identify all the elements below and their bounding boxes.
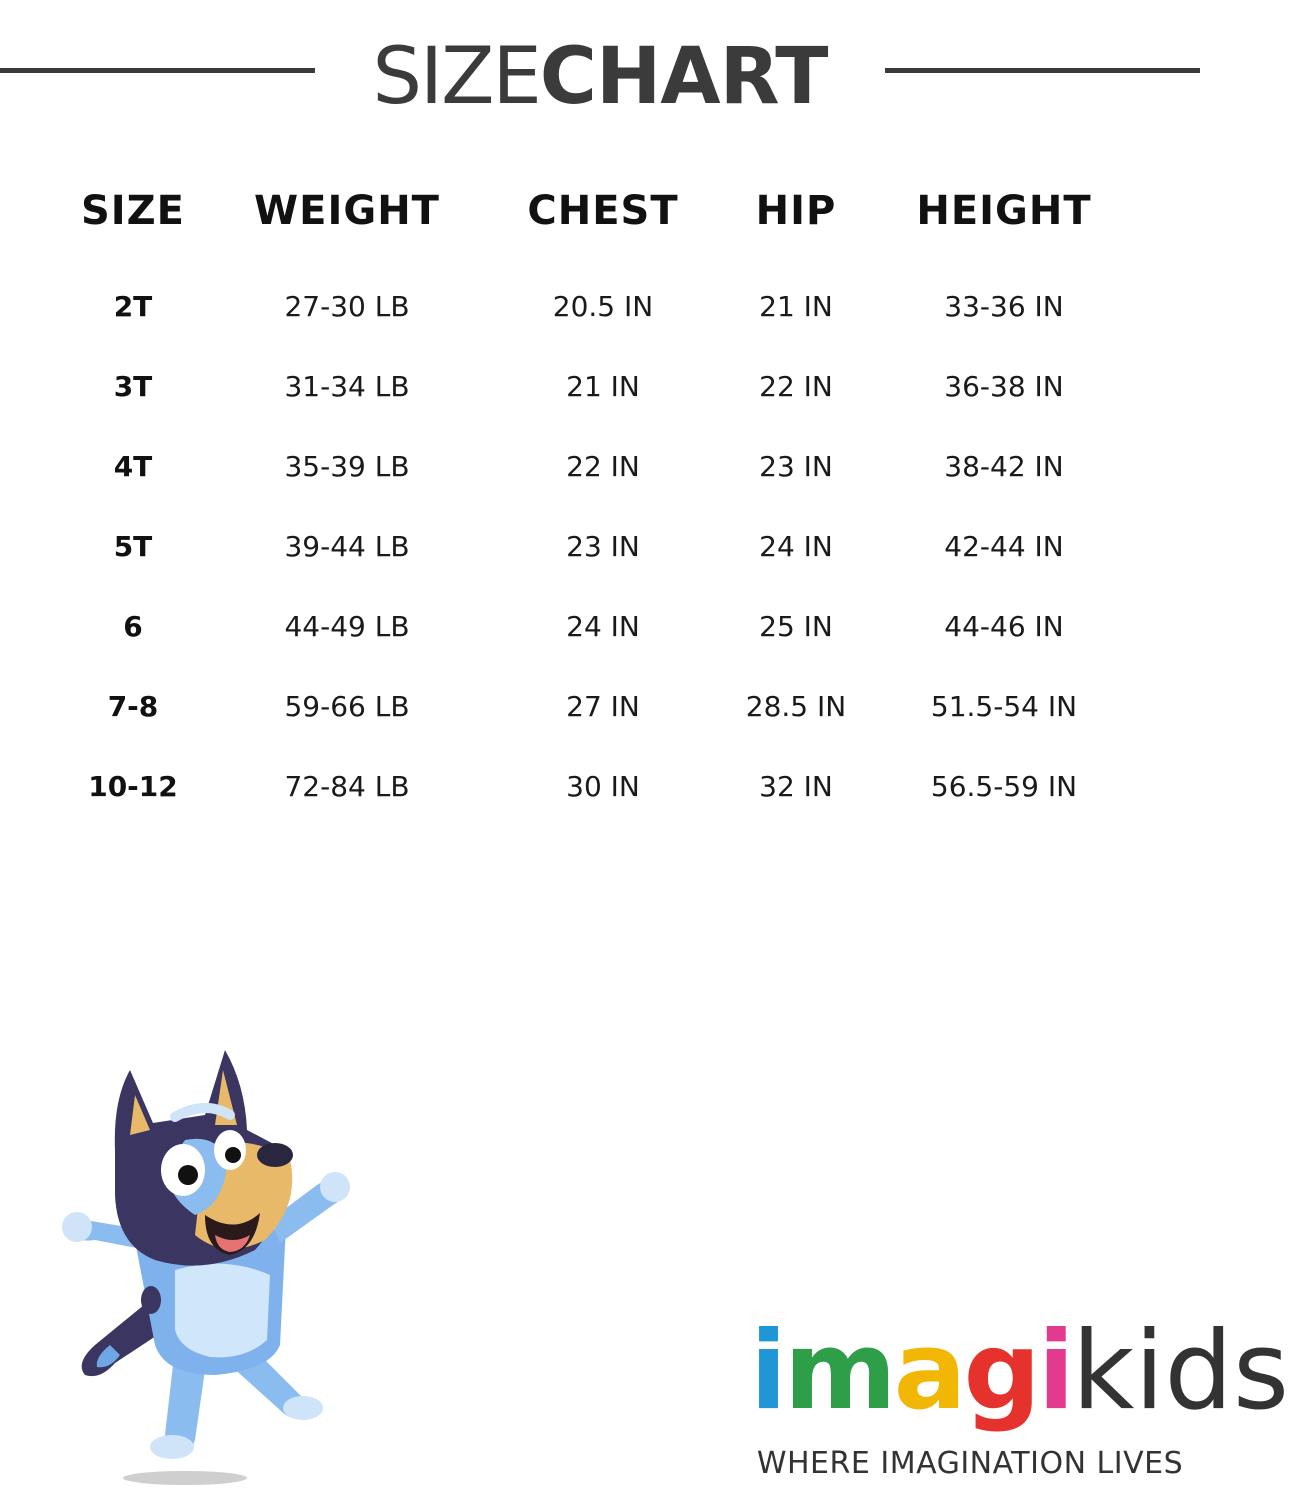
cell-hip: 28.5 IN — [745, 690, 847, 723]
cell-size: 5T — [113, 530, 153, 563]
logo-tagline: WHERE IMAGINATION LIVES — [756, 1446, 1184, 1481]
logo-suffix: kids — [1071, 1309, 1289, 1434]
logo-letter: a — [893, 1309, 964, 1434]
cell-chest: 23 IN — [566, 530, 640, 563]
cell-hip: 24 IN — [759, 530, 833, 563]
cell-height: 38-42 IN — [944, 450, 1064, 483]
header-chest: CHEST — [527, 188, 679, 234]
logo-wordmark — [750, 1309, 1289, 1434]
cell-height: 51.5-54 IN — [930, 690, 1078, 723]
cell-height: 42-44 IN — [944, 530, 1064, 563]
cell-hip: 25 IN — [759, 610, 833, 643]
cell-weight: 59-66 LB — [284, 690, 410, 723]
cell-weight: 39-44 LB — [284, 530, 410, 563]
cell-height: 44-46 IN — [944, 610, 1064, 643]
cell-weight: 27-30 LB — [284, 290, 410, 323]
cell-size: 10-12 — [88, 770, 178, 803]
page-title — [0, 32, 1200, 122]
cell-size: 3T — [113, 370, 153, 403]
header-hip: HIP — [755, 188, 837, 234]
cell-chest: 21 IN — [566, 370, 640, 403]
title-bold: CHART — [539, 32, 828, 122]
logo-letter: i — [1037, 1309, 1072, 1434]
cell-size: 7-8 — [107, 690, 159, 723]
cell-weight: 35-39 LB — [284, 450, 410, 483]
cell-height: 36-38 IN — [944, 370, 1064, 403]
cell-hip: 22 IN — [759, 370, 833, 403]
cell-weight: 72-84 LB — [284, 770, 410, 803]
cell-height: 33-36 IN — [944, 290, 1064, 323]
logo-letter: m — [784, 1309, 894, 1434]
cell-height: 56.5-59 IN — [930, 770, 1078, 803]
cell-hip: 23 IN — [759, 450, 833, 483]
cell-weight: 44-49 LB — [284, 610, 410, 643]
cell-size: 4T — [113, 450, 153, 483]
cell-hip: 21 IN — [759, 290, 833, 323]
logo-letter: g — [963, 1309, 1038, 1434]
cell-chest: 30 IN — [566, 770, 640, 803]
cell-weight: 31-34 LB — [284, 370, 410, 403]
cell-hip: 32 IN — [759, 770, 833, 803]
header-weight: WEIGHT — [254, 188, 440, 234]
header-size: SIZE — [80, 188, 186, 234]
cell-size: 2T — [113, 290, 153, 323]
title-light: SIZE — [372, 32, 540, 122]
cell-size: 6 — [123, 610, 143, 643]
puppy-illustration — [55, 1045, 360, 1490]
logo-letter: i — [750, 1309, 785, 1434]
cell-chest: 22 IN — [566, 450, 640, 483]
cell-chest: 20.5 IN — [552, 290, 654, 323]
cell-chest: 27 IN — [566, 690, 640, 723]
cell-chest: 24 IN — [566, 610, 640, 643]
header-height: HEIGHT — [916, 188, 1092, 234]
imagikids-logo — [750, 1309, 1289, 1481]
